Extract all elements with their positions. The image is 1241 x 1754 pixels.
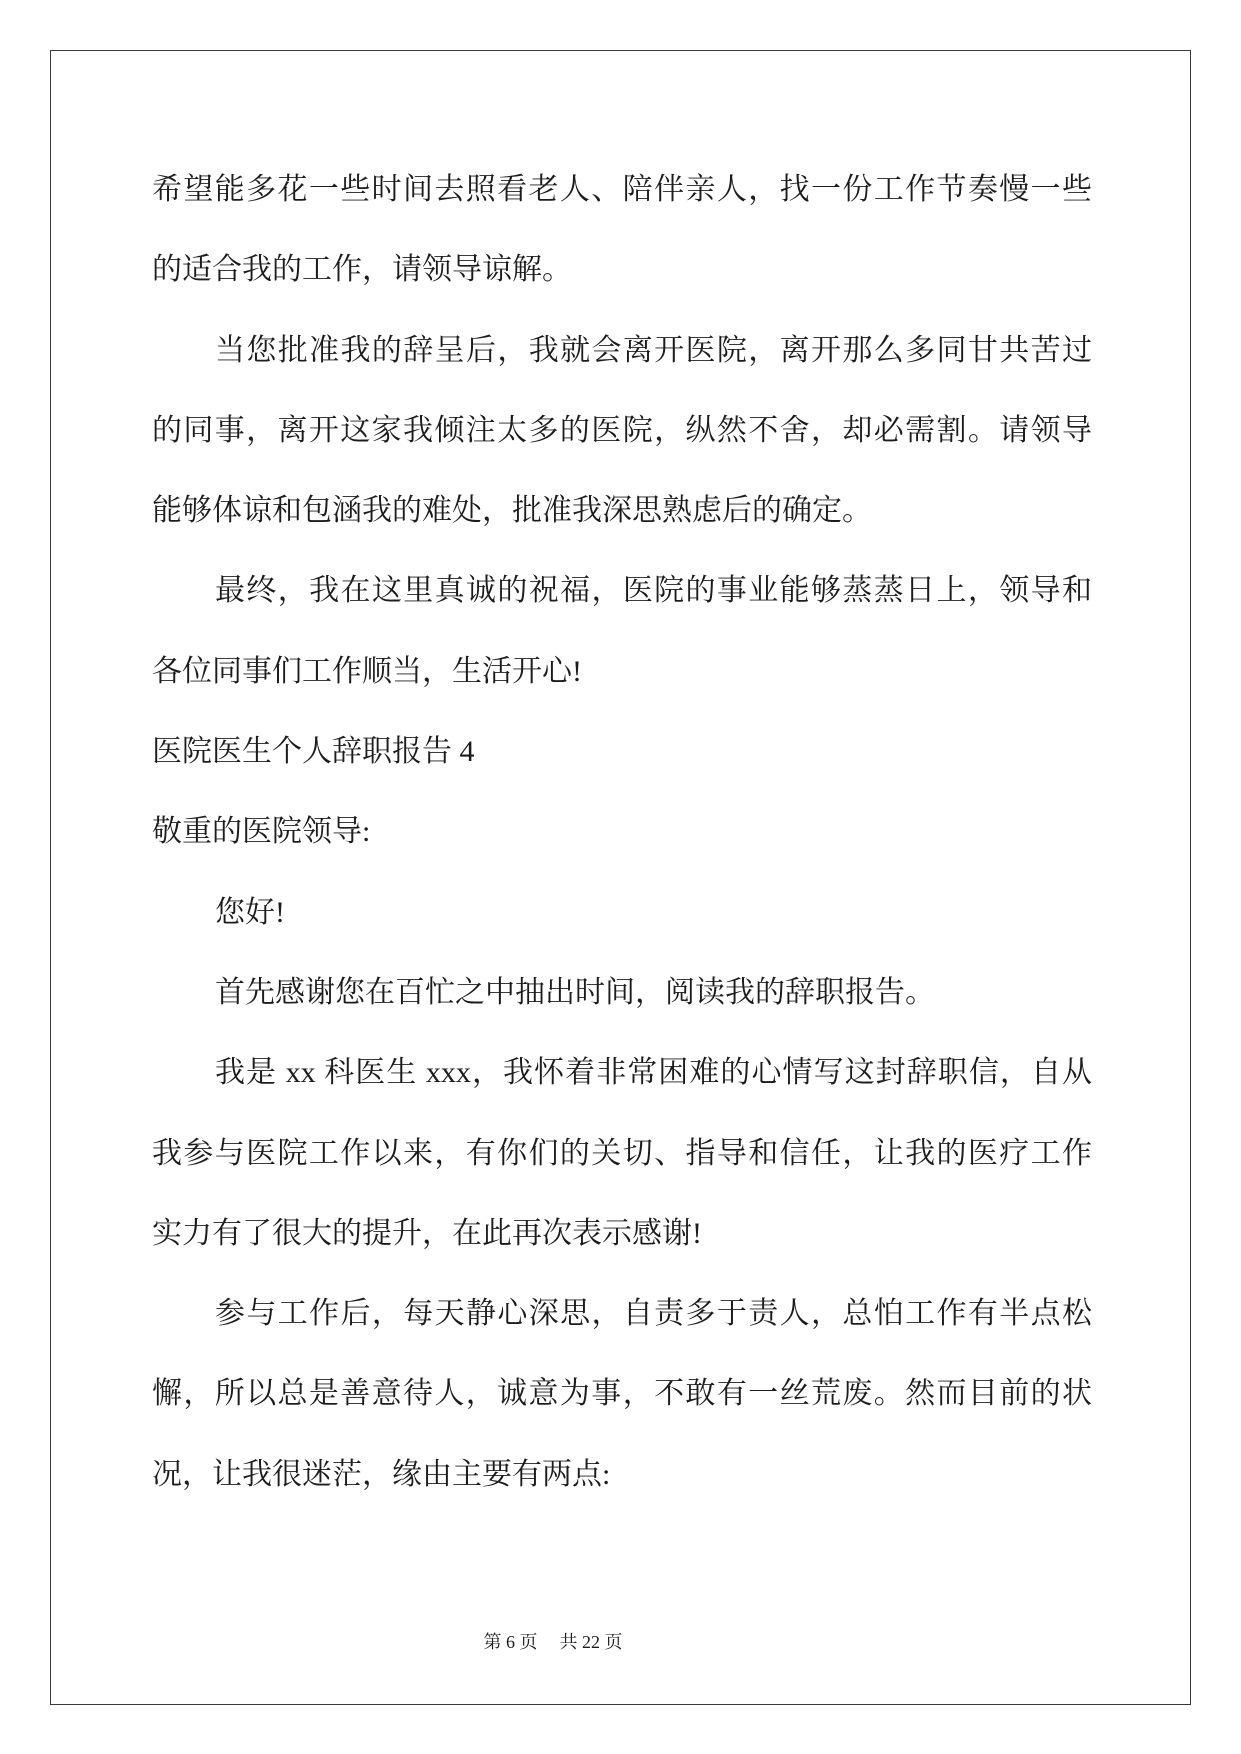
body-line: 况，让我很迷茫，缘由主要有两点: xyxy=(152,1457,611,1491)
body-line: 实力有了很大的提升，在此再次表示感谢! xyxy=(152,1216,702,1250)
body-line: 各位同事们工作顺当，生活开心! xyxy=(152,654,582,688)
body-line: 我是 xx 科医生 xxx，我怀着非常困难的心情写这封辞职信，自从 xyxy=(215,1056,1092,1090)
body-line: 当您批准我的辞呈后，我就会离开医院，离开那么多同甘共苦过 xyxy=(215,333,1092,367)
body-line: 参与工作后，每天静心深思，自责多于责人，总怕工作有半点松 xyxy=(215,1297,1092,1331)
body-line: 的同事，离开这家我倾注太多的医院，纵然不舍，却必需割。请领导 xyxy=(152,413,1092,447)
page-total: 共 22 页 xyxy=(559,1632,623,1652)
body-line: 的适合我的工作，请领导谅解。 xyxy=(152,253,572,287)
page-footer xyxy=(0,1628,1106,1656)
page-number: 第 6 页 xyxy=(483,1632,538,1652)
body-line: 首先感谢您在百忙之中抽出时间，阅读我的辞职报告。 xyxy=(215,975,935,1009)
body-line: 懈，所以总是善意待人，诚意为事，不敢有一丝荒废。然而目前的状 xyxy=(152,1377,1092,1411)
greeting: 您好! xyxy=(215,895,285,929)
body-line: 最终，我在这里真诚的祝福，医院的事业能够蒸蒸日上，领导和 xyxy=(215,574,1092,608)
body-line: 希望能多花一些时间去照看老人、陪伴亲人，找一份工作节奏慢一些 xyxy=(152,173,1092,206)
body-line: 能够体谅和包涵我的难处，批准我深思熟虑后的确定。 xyxy=(152,494,872,528)
salutation: 敬重的医院领导: xyxy=(152,815,371,849)
body-line: 我参与医院工作以来，有你们的关切、指导和信任，让我的医疗工作 xyxy=(152,1136,1092,1170)
section-title: 医院医生个人辞职报告 4 xyxy=(152,735,475,769)
document-body xyxy=(152,150,1092,1515)
